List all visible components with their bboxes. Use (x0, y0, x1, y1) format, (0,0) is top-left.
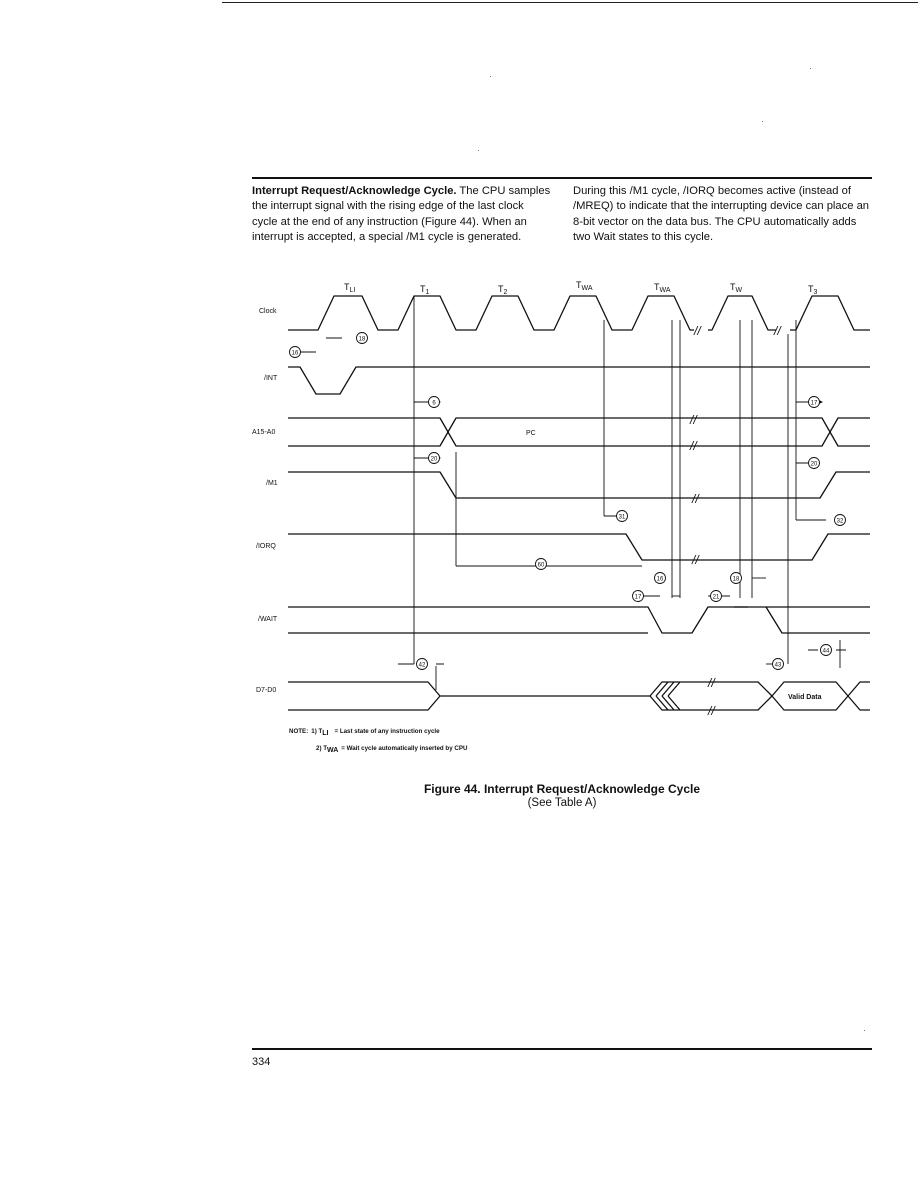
svg-text:16: 16 (656, 576, 664, 583)
signal-label: A15-A0 (252, 429, 276, 436)
state-label-twa: $T_{WA}$ (576, 280, 593, 292)
svg-text:20: 20 (430, 456, 438, 463)
address-bus-upper (288, 418, 870, 446)
callout-circle (357, 333, 368, 344)
svg-text:60: 60 (537, 562, 545, 569)
note-line-2: 2) TWA = Wait cycle automatically inserted by CPU (316, 745, 468, 754)
wait-waveform-lower (288, 607, 870, 633)
break-mark: // (692, 492, 699, 506)
wait-waveform-upper (288, 607, 870, 633)
signal-label: /WAIT (258, 616, 278, 623)
break-mark: // (694, 324, 701, 338)
svg-text:6: 6 (432, 400, 436, 407)
paragraph-right: During this /M1 cycle, /IORQ becomes active (instead of /MREQ) to indicate that the interrupting device can place an 8-bit vector on the data bus. The CPU automatically adds two Wait states to this cycle. (573, 185, 870, 244)
callout-circle (655, 573, 666, 584)
callout-circle (821, 645, 832, 656)
callout-circle (633, 591, 644, 602)
state-label-twa: $T_{WA}$ (654, 282, 671, 294)
callout-circle (809, 397, 820, 408)
address-bus-lower (288, 418, 870, 446)
svg-text:31: 31 (618, 514, 626, 521)
bus-value-label: PC (526, 430, 536, 437)
state-label-t2: $T_2$ (498, 284, 508, 296)
svg-text:17: 17 (810, 400, 818, 407)
state-label-tli: $T_{LI}$ (344, 282, 356, 294)
svg-text:18: 18 (358, 336, 366, 343)
break-mark: // (708, 676, 715, 690)
iorq-waveform (288, 534, 870, 560)
state-label-t3: $T_3$ (808, 284, 818, 296)
break-mark: // (774, 324, 781, 338)
svg-text:20: 20 (810, 461, 818, 468)
paragraph-lead: Interrupt Request/Acknowledge Cycle. (252, 185, 457, 197)
svg-text:42: 42 (418, 662, 426, 669)
break-marks (689, 413, 716, 718)
footer-rule (252, 1048, 872, 1050)
callout-circle (835, 515, 846, 526)
signal-label: /INT (264, 375, 278, 382)
svg-text:43: 43 (774, 662, 782, 669)
m1-waveform (288, 472, 870, 498)
svg-text:44: 44 (822, 648, 830, 655)
svg-text:17: 17 (634, 594, 642, 601)
signal-label: /M1 (266, 480, 278, 487)
callout-circle (429, 453, 440, 464)
scan-speck (864, 1030, 865, 1031)
state-label-tw: $T_W$ (730, 282, 743, 294)
signal-label: Clock (259, 308, 277, 315)
callout-circle (536, 559, 547, 570)
state-label-t1: $T_1$ (420, 284, 430, 296)
svg-text:18: 18 (732, 576, 740, 583)
break-mark: // (690, 413, 697, 427)
callout-circle (417, 659, 428, 670)
svg-text:16: 16 (291, 350, 299, 357)
page-number: 334 (252, 1056, 271, 1068)
break-mark: // (692, 553, 699, 567)
callout-circle (429, 397, 440, 408)
break-mark: // (708, 704, 715, 718)
break-mark: // (690, 439, 697, 453)
valid-data-label: Valid Data (788, 694, 822, 701)
signal-label: /IORQ (256, 543, 276, 550)
svg-text:32: 32 (836, 518, 844, 525)
figure-title: Figure 44. Interrupt Request/Acknowledge Cycle (423, 782, 701, 796)
note-line-1: NOTE: 1) TLI = Last state of any instruction cycle (289, 728, 440, 737)
paragraph-body: The CPU samples the interrupt signal with the rising edge of the last clock cycle at the end of any instruction (Figure 44). When an interrupt is accepted, a special /M1 cycle is generated. (252, 185, 551, 244)
callout-circle (290, 347, 301, 358)
svg-text:21: 21 (712, 594, 720, 601)
signal-label: D7-D0 (256, 687, 277, 694)
callout-circle (617, 511, 628, 522)
callout-circle (711, 591, 722, 602)
callout-circle (731, 573, 742, 584)
figure-subtitle: (See Table A) (527, 797, 597, 809)
callout-circle (809, 458, 820, 469)
callout-circle (773, 659, 784, 670)
int-waveform (288, 367, 870, 394)
data-bus-upper (288, 682, 440, 710)
